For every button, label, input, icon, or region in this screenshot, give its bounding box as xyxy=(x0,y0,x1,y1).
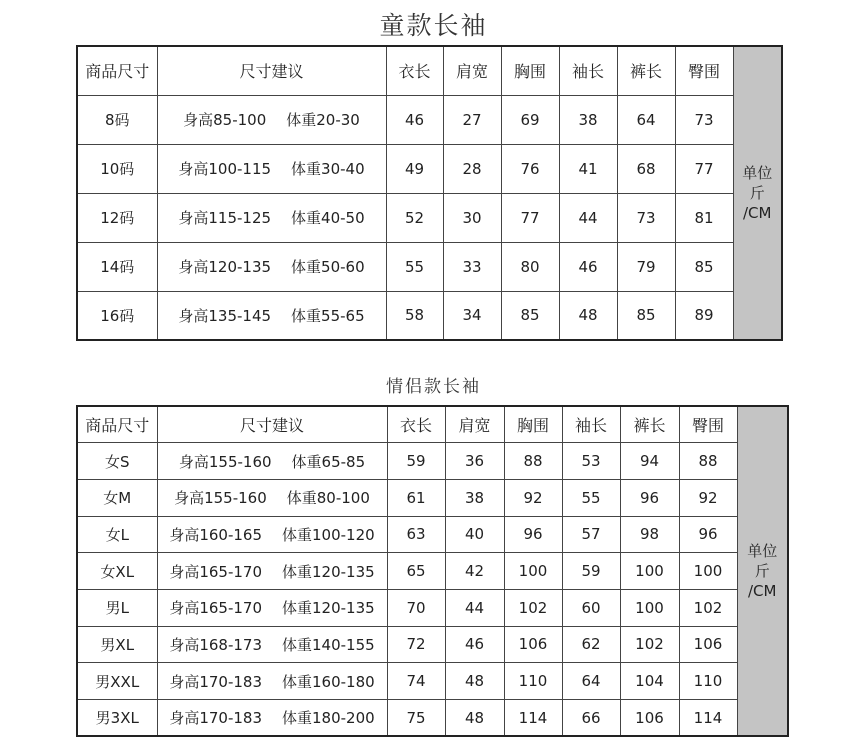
size-cell: 14码 xyxy=(77,242,157,291)
weight-range: 体重180-200 xyxy=(282,709,375,728)
measurement-cell: 100 xyxy=(620,553,679,590)
measurement-cell: 65 xyxy=(387,553,445,590)
size-suggestion-cell xyxy=(157,242,386,291)
measurement-cell: 79 xyxy=(617,242,675,291)
measurement-cell: 59 xyxy=(387,443,445,480)
unit-note-cell xyxy=(733,46,782,340)
column-header: 胸围 xyxy=(501,46,559,95)
size-suggestion-cell xyxy=(157,516,387,553)
measurement-cell: 68 xyxy=(617,144,675,193)
measurement-cell: 110 xyxy=(504,663,562,700)
size-suggestion-cell xyxy=(157,193,386,242)
table-row xyxy=(77,626,788,663)
size-cell: 男3XL xyxy=(77,700,157,737)
measurement-cell: 38 xyxy=(445,479,504,516)
table-row xyxy=(77,242,782,291)
table-row xyxy=(77,95,782,144)
measurement-cell: 66 xyxy=(562,700,620,737)
measurement-cell: 77 xyxy=(501,193,559,242)
unit-note-line: 单位 xyxy=(742,164,773,182)
measurement-cell: 57 xyxy=(562,516,620,553)
measurement-cell: 92 xyxy=(504,479,562,516)
measurement-cell: 74 xyxy=(387,663,445,700)
measurement-cell: 42 xyxy=(445,553,504,590)
height-range: 身高165-170 xyxy=(169,562,262,581)
couples-size-table xyxy=(76,405,789,737)
measurement-cell: 73 xyxy=(675,95,733,144)
table-row xyxy=(77,663,788,700)
measurement-cell: 48 xyxy=(559,291,617,340)
measurement-cell: 44 xyxy=(559,193,617,242)
measurement-cell: 33 xyxy=(443,242,501,291)
column-header: 商品尺寸 xyxy=(77,406,157,443)
size-suggestion-cell xyxy=(157,663,387,700)
measurement-cell: 75 xyxy=(387,700,445,737)
measurement-cell: 28 xyxy=(443,144,501,193)
unit-note-line: /CM xyxy=(748,582,777,601)
measurement-cell: 69 xyxy=(501,95,559,144)
height-range: 身高170-183 xyxy=(169,709,262,728)
height-range: 身高168-173 xyxy=(169,635,262,654)
weight-range: 体重40-50 xyxy=(291,209,365,227)
column-header: 衣长 xyxy=(387,406,445,443)
couples-table-title: 情侣款长袖 xyxy=(386,377,481,397)
measurement-cell: 96 xyxy=(504,516,562,553)
measurement-cell: 88 xyxy=(504,443,562,480)
measurement-cell: 48 xyxy=(445,700,504,737)
size-cell: 女L xyxy=(77,516,157,553)
measurement-cell: 85 xyxy=(617,291,675,340)
measurement-cell: 36 xyxy=(445,443,504,480)
measurement-cell: 63 xyxy=(387,516,445,553)
measurement-cell: 102 xyxy=(679,589,737,626)
weight-range: 体重160-180 xyxy=(282,672,375,691)
column-header: 臀围 xyxy=(679,406,737,443)
height-range: 身高120-135 xyxy=(178,258,272,276)
size-suggestion-cell xyxy=(157,589,387,626)
measurement-cell: 106 xyxy=(679,626,737,663)
table-row xyxy=(77,553,788,590)
header-row xyxy=(77,46,782,95)
measurement-cell: 61 xyxy=(387,479,445,516)
column-header: 裤长 xyxy=(620,406,679,443)
measurement-cell: 48 xyxy=(445,663,504,700)
height-range: 身高155-160 xyxy=(178,452,272,471)
kids-size-table xyxy=(76,45,783,341)
size-cell: 男XL xyxy=(77,626,157,663)
size-cell: 16码 xyxy=(77,291,157,340)
height-range: 身高170-183 xyxy=(169,672,262,691)
table-row xyxy=(77,479,788,516)
measurement-cell: 55 xyxy=(562,479,620,516)
measurement-cell: 114 xyxy=(504,700,562,737)
size-cell: 男L xyxy=(77,589,157,626)
measurement-cell: 76 xyxy=(501,144,559,193)
measurement-cell: 64 xyxy=(562,663,620,700)
height-range: 身高160-165 xyxy=(169,525,262,544)
measurement-cell: 58 xyxy=(386,291,443,340)
measurement-cell: 89 xyxy=(675,291,733,340)
measurement-cell: 98 xyxy=(620,516,679,553)
measurement-cell: 30 xyxy=(443,193,501,242)
measurement-cell: 34 xyxy=(443,291,501,340)
table-row xyxy=(77,144,782,193)
kids-table-title: 童款长袖 xyxy=(379,11,488,40)
unit-note-line: 斤 xyxy=(749,184,765,202)
measurement-cell: 38 xyxy=(559,95,617,144)
size-cell: 8码 xyxy=(77,95,157,144)
weight-range: 体重120-135 xyxy=(282,599,375,618)
measurement-cell: 55 xyxy=(386,242,443,291)
measurement-cell: 88 xyxy=(679,443,737,480)
weight-range: 体重20-30 xyxy=(286,111,360,129)
height-range: 身高100-115 xyxy=(178,160,272,178)
column-header: 商品尺寸 xyxy=(77,46,157,95)
table-row xyxy=(77,443,788,480)
size-suggestion-cell xyxy=(157,95,386,144)
weight-range: 体重140-155 xyxy=(282,635,375,654)
measurement-cell: 62 xyxy=(562,626,620,663)
measurement-cell: 46 xyxy=(445,626,504,663)
column-header: 肩宽 xyxy=(443,46,501,95)
measurement-cell: 100 xyxy=(679,553,737,590)
measurement-cell: 100 xyxy=(504,553,562,590)
table-row xyxy=(77,700,788,737)
weight-range: 体重65-85 xyxy=(291,452,366,471)
measurement-cell: 85 xyxy=(675,242,733,291)
column-header: 尺寸建议 xyxy=(157,406,387,443)
measurement-cell: 44 xyxy=(445,589,504,626)
measurement-cell: 94 xyxy=(620,443,679,480)
measurement-cell: 85 xyxy=(501,291,559,340)
measurement-cell: 102 xyxy=(504,589,562,626)
column-header: 袖长 xyxy=(562,406,620,443)
column-header: 肩宽 xyxy=(445,406,504,443)
measurement-cell: 46 xyxy=(386,95,443,144)
height-range: 身高155-160 xyxy=(174,489,267,508)
size-suggestion-cell xyxy=(157,291,386,340)
measurement-cell: 53 xyxy=(562,443,620,480)
size-cell: 12码 xyxy=(77,193,157,242)
measurement-cell: 64 xyxy=(617,95,675,144)
size-suggestion-cell xyxy=(157,443,387,480)
unit-note-line: 单位 xyxy=(747,542,778,561)
weight-range: 体重120-135 xyxy=(282,562,375,581)
unit-note-line: /CM xyxy=(743,204,772,222)
weight-range: 体重55-65 xyxy=(291,306,365,325)
measurement-cell: 106 xyxy=(620,700,679,737)
measurement-cell: 81 xyxy=(675,193,733,242)
size-suggestion-cell xyxy=(157,700,387,737)
measurement-cell: 100 xyxy=(620,589,679,626)
unit-note-cell xyxy=(737,406,788,736)
table-row xyxy=(77,193,782,242)
measurement-cell: 96 xyxy=(679,516,737,553)
column-header: 尺寸建议 xyxy=(157,46,386,95)
measurement-cell: 59 xyxy=(562,553,620,590)
size-cell: 女M xyxy=(77,479,157,516)
measurement-cell: 77 xyxy=(675,144,733,193)
measurement-cell: 40 xyxy=(445,516,504,553)
measurement-cell: 80 xyxy=(501,242,559,291)
column-header: 裤长 xyxy=(617,46,675,95)
measurement-cell: 60 xyxy=(562,589,620,626)
measurement-cell: 70 xyxy=(387,589,445,626)
height-range: 身高135-145 xyxy=(178,306,272,325)
height-range: 身高165-170 xyxy=(169,599,262,618)
measurement-cell: 104 xyxy=(620,663,679,700)
measurement-cell: 102 xyxy=(620,626,679,663)
measurement-cell: 92 xyxy=(679,479,737,516)
height-range: 身高85-100 xyxy=(183,111,267,129)
column-header: 臀围 xyxy=(675,46,733,95)
column-header: 袖长 xyxy=(559,46,617,95)
size-cell: 女S xyxy=(77,443,157,480)
size-cell: 10码 xyxy=(77,144,157,193)
weight-range: 体重50-60 xyxy=(291,258,365,276)
measurement-cell: 72 xyxy=(387,626,445,663)
column-header: 胸围 xyxy=(504,406,562,443)
measurement-cell: 110 xyxy=(679,663,737,700)
table-row xyxy=(77,291,782,340)
measurement-cell: 41 xyxy=(559,144,617,193)
unit-note-line: 斤 xyxy=(754,562,770,581)
measurement-cell: 106 xyxy=(504,626,562,663)
size-suggestion-cell xyxy=(157,626,387,663)
size-suggestion-cell xyxy=(157,479,387,516)
table-row xyxy=(77,516,788,553)
weight-range: 体重100-120 xyxy=(282,525,375,544)
measurement-cell: 114 xyxy=(679,700,737,737)
measurement-cell: 52 xyxy=(386,193,443,242)
header-row xyxy=(77,406,788,443)
measurement-cell: 73 xyxy=(617,193,675,242)
measurement-cell: 27 xyxy=(443,95,501,144)
size-cell: 男XXL xyxy=(77,663,157,700)
size-suggestion-cell xyxy=(157,144,386,193)
weight-range: 体重30-40 xyxy=(291,160,365,178)
measurement-cell: 49 xyxy=(386,144,443,193)
weight-range: 体重80-100 xyxy=(286,489,370,508)
table-row xyxy=(77,589,788,626)
column-header: 衣长 xyxy=(386,46,443,95)
size-suggestion-cell xyxy=(157,553,387,590)
height-range: 身高115-125 xyxy=(178,209,272,227)
measurement-cell: 46 xyxy=(559,242,617,291)
measurement-cell: 96 xyxy=(620,479,679,516)
size-cell: 女XL xyxy=(77,553,157,590)
